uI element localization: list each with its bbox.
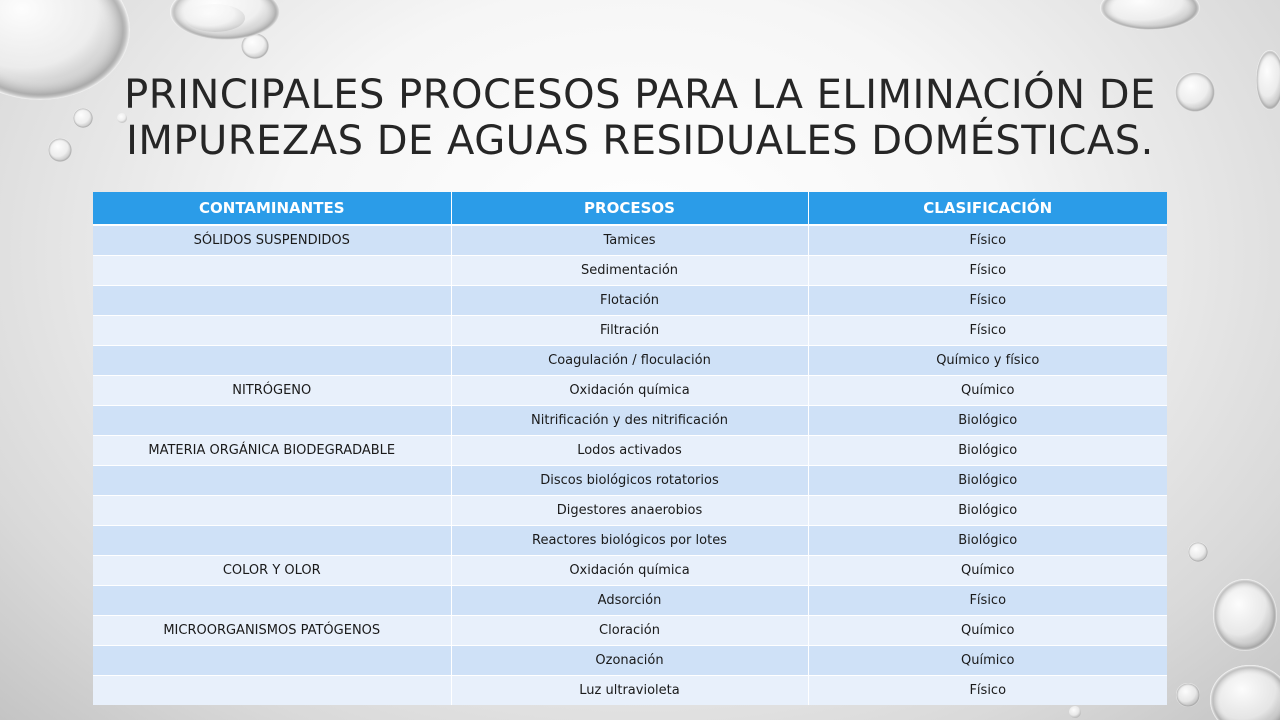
cell-process: Oxidación química bbox=[451, 376, 808, 406]
cell-process: Sedimentación bbox=[451, 256, 808, 286]
cell-contaminant bbox=[93, 346, 451, 376]
cell-contaminant bbox=[93, 466, 451, 496]
cell-process: Discos biológicos rotatorios bbox=[451, 466, 808, 496]
cell-contaminant bbox=[93, 646, 451, 676]
water-drop-icon bbox=[185, 4, 245, 32]
cell-classification: Físico bbox=[808, 316, 1167, 346]
cell-process: Nitrificación y des nitrificación bbox=[451, 406, 808, 436]
cell-contaminant bbox=[93, 286, 451, 316]
cell-process: Flotación bbox=[451, 286, 808, 316]
cell-contaminant bbox=[93, 316, 451, 346]
cell-classification: Biológico bbox=[808, 526, 1167, 556]
cell-process: Luz ultravioleta bbox=[451, 676, 808, 706]
cell-contaminant: SÓLIDOS SUSPENDIDOS bbox=[93, 225, 451, 256]
cell-classification: Físico bbox=[808, 586, 1167, 616]
cell-contaminant bbox=[93, 586, 451, 616]
water-drop-icon bbox=[1188, 542, 1208, 562]
cell-classification: Químico y físico bbox=[808, 346, 1167, 376]
cell-contaminant: MATERIA ORGÁNICA BIODEGRADABLE bbox=[93, 436, 451, 466]
cell-contaminant bbox=[93, 676, 451, 706]
table-row bbox=[93, 436, 1167, 466]
cell-process: Lodos activados bbox=[451, 436, 808, 466]
cell-contaminant bbox=[93, 256, 451, 286]
cell-classification: Químico bbox=[808, 556, 1167, 586]
cell-classification: Químico bbox=[808, 376, 1167, 406]
header-clasificacion: CLASIFICACIÓN bbox=[808, 192, 1167, 225]
slide-title-line-1: PRINCIPALES PROCESOS PARA LA ELIMINACIÓN DE bbox=[124, 72, 1156, 118]
cell-process: Filtración bbox=[451, 316, 808, 346]
table-header-row bbox=[93, 192, 1167, 225]
table-row bbox=[93, 466, 1167, 496]
water-drop-icon bbox=[1069, 706, 1081, 718]
table-row bbox=[93, 346, 1167, 376]
cell-process: Oxidación química bbox=[451, 556, 808, 586]
cell-process: Ozonación bbox=[451, 646, 808, 676]
table-row bbox=[93, 496, 1167, 526]
cell-process: Digestores anaerobios bbox=[451, 496, 808, 526]
cell-process: Reactores biológicos por lotes bbox=[451, 526, 808, 556]
cell-contaminant: MICROORGANISMOS PATÓGENOS bbox=[93, 616, 451, 646]
cell-contaminant bbox=[93, 496, 451, 526]
table-row bbox=[93, 616, 1167, 646]
cell-classification: Biológico bbox=[808, 466, 1167, 496]
cell-process: Adsorción bbox=[451, 586, 808, 616]
table-row bbox=[93, 406, 1167, 436]
cell-process: Cloración bbox=[451, 616, 808, 646]
cell-process: Tamices bbox=[451, 225, 808, 256]
table-row bbox=[93, 526, 1167, 556]
table-row bbox=[93, 646, 1167, 676]
slide-title-line-2: IMPUREZAS DE AGUAS RESIDUALES DOMÉSTICAS. bbox=[126, 118, 1154, 164]
cell-classification: Biológico bbox=[808, 496, 1167, 526]
processes-table bbox=[93, 192, 1167, 705]
slide-title bbox=[0, 72, 1280, 164]
table-row bbox=[93, 225, 1167, 256]
water-drop-icon bbox=[1176, 683, 1200, 707]
table-row bbox=[93, 586, 1167, 616]
cell-contaminant: COLOR Y OLOR bbox=[93, 556, 451, 586]
cell-classification: Químico bbox=[808, 616, 1167, 646]
cell-classification: Físico bbox=[808, 286, 1167, 316]
cell-classification: Biológico bbox=[808, 436, 1167, 466]
cell-classification: Biológico bbox=[808, 406, 1167, 436]
cell-classification: Físico bbox=[808, 676, 1167, 706]
table-row bbox=[93, 256, 1167, 286]
cell-process: Coagulación / floculación bbox=[451, 346, 808, 376]
header-contaminantes: CONTAMINANTES bbox=[93, 192, 451, 225]
table-row bbox=[93, 316, 1167, 346]
table-row bbox=[93, 376, 1167, 406]
table-row bbox=[93, 286, 1167, 316]
cell-contaminant bbox=[93, 526, 451, 556]
table-row bbox=[93, 676, 1167, 706]
water-drop-icon bbox=[1213, 579, 1277, 651]
header-procesos: PROCESOS bbox=[451, 192, 808, 225]
cell-contaminant bbox=[93, 406, 451, 436]
cell-classification: Físico bbox=[808, 256, 1167, 286]
water-drop-icon bbox=[1100, 0, 1200, 30]
table-row bbox=[93, 556, 1167, 586]
water-drop-icon bbox=[1210, 665, 1280, 720]
cell-classification: Químico bbox=[808, 646, 1167, 676]
cell-classification: Físico bbox=[808, 225, 1167, 256]
cell-contaminant: NITRÓGENO bbox=[93, 376, 451, 406]
